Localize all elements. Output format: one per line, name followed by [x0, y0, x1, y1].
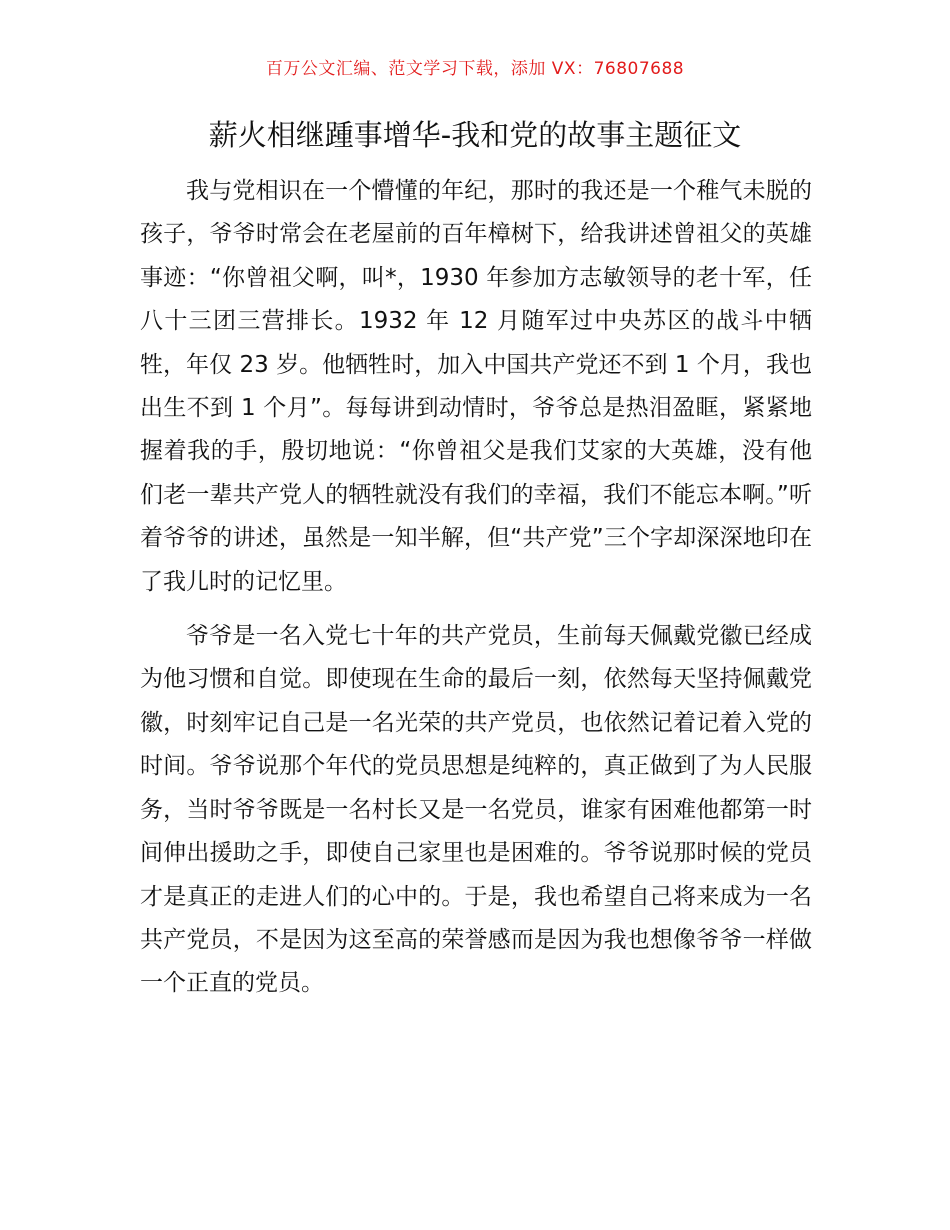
paragraph-2: 爷爷是一名入党七十年的共产党员，生前每天佩戴党徽已经成为他习惯和自觉。即使现在生命的最后一刻，依然每天坚持佩戴党徽，时刻牢记自己是一名光荣的共产党员，也依然记着记着入党的时间。爷爷说那个年代的党员思想是纯粹的，真正做到了为人民服务，当时爷爷既是一名村长又是一名党员，谁家有困难他都第一时间伸出援助之手，即使自己家里也是困难的。爷爷说那时候的党员才是真正的走进人们的心中的。于是，我也希望自己将来成为一名共产党员，不是因为这至高的荣誉感而是因为我也想像爷爷一样做一个正直的党员。	[140, 623, 812, 997]
document-body	[140, 170, 812, 1006]
document-title: 薪火相继踵事增华-我和党的故事主题征文	[208, 118, 742, 152]
paragraph-1: 我与党相识在一个懵懂的年纪，那时的我还是一个稚气未脱的孩子，爷爷时常会在老屋前的百年樟树下，给我讲述曾祖父的英雄事迹：“你曾祖父啊，叫*，1930 年参加方志敏领导的老十军，任八十三团三营排长。1932 年 12 月随军过中央苏区的战斗中牺牲，年仅 23 岁。他牺牲时，加入中国共产党还不到 1 个月，我也出生不到 1 个月”。每每讲到动情时，爷爷总是热泪盈眶，紧紧地握着我的手，殷切地说：“你曾祖父是我们艾家的大英雄，没有他们老一辈共产党人的牺牲就没有我们的幸福，我们不能忘本啊。”听着爷爷的讲述，虽然是一知半解，但“共产党”三个字却深深地印在了我儿时的记忆里。	[140, 178, 812, 595]
header-watermark-text: 百万公文汇编、范文学习下载，添加 VX：76807688	[265, 59, 685, 79]
